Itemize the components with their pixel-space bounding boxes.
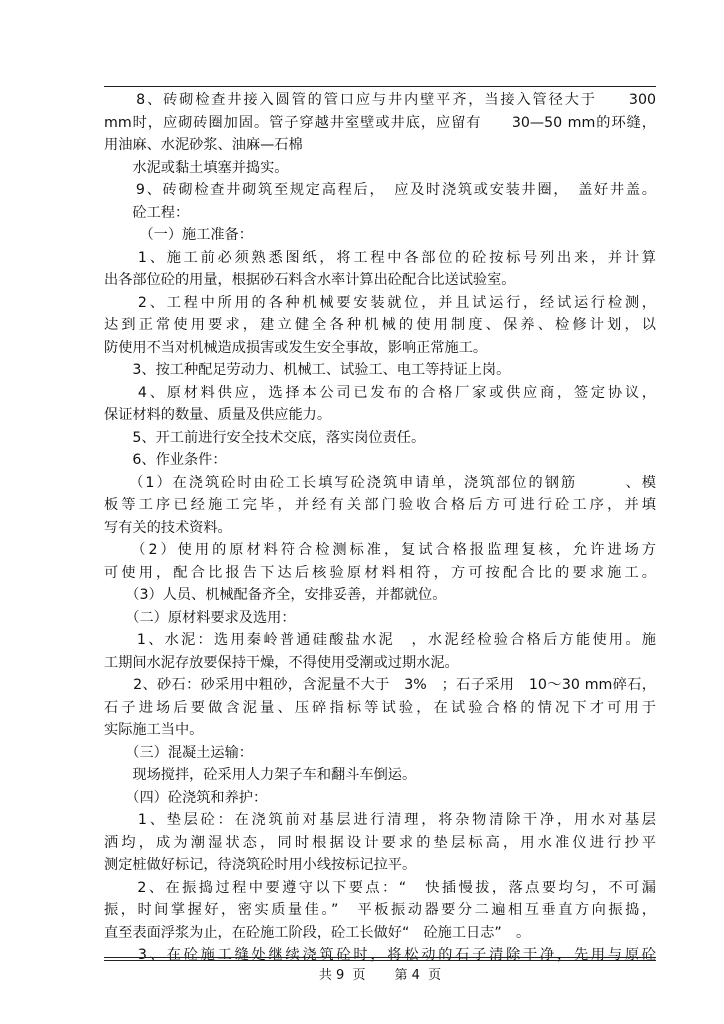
text-line: 9、砖砌检查井砌筑至规定高程后， 应及时浇筑或安装井圈， 盖好井盖。 <box>104 182 656 198</box>
text-line: （四）砼浇筑和养护： <box>104 789 268 806</box>
text-line: 现场搅拌，砼采用人力架子车和翻斗车倒运。 <box>104 767 417 783</box>
text-line: 3、按工种配足劳动力、机械工、试验工、电工等持证上岗。 <box>104 362 511 378</box>
text-line: 3、在砼施工缝处继续浇筑砼时，将松动的石子清除干净，先用与原砼 <box>104 947 656 963</box>
text-line: 可使用，配合比报告下达后核验原材料相符，方可按配合比的要求施工。 <box>104 564 656 581</box>
text-line: 水泥或黏土填塞并捣实。 <box>104 159 289 176</box>
text-line: （一）施工准备： <box>104 227 253 243</box>
footer-rule-secondary <box>104 960 656 961</box>
text-line: 达到正常使用要求，建立健全各种机械的使用制度、保养、检修计划，以 <box>104 317 656 333</box>
text-line: 6、作业条件： <box>104 452 227 468</box>
text-line: 2、工程中所用的各种机械要安装就位，并且试运行，经试运行检测， <box>104 294 656 311</box>
text-line: mm时，应砌砖圈加固。管子穿越井室壁或井底，应留有 30—50 mm的环缝， <box>104 114 656 131</box>
text-line: 洒均，成为潮湿状态，同时根据设计要求的垫层标高，用水准仪进行抄平 <box>104 834 656 851</box>
text-line: 2、在振捣过程中要遵守以下要点：“ 快插慢拔，落点要均匀，不可漏 <box>104 879 656 896</box>
text-line: 1、水泥：选用秦岭普通硅酸盐水泥 ，水泥经检验合格后方能使用。施 <box>104 632 656 648</box>
text-line: 振，时间掌握好，密实质量佳。” 平板振动器要分二遍相互垂直方向振捣， <box>104 902 656 918</box>
text-line: 用油麻、水泥砂浆、油麻—石棉 <box>104 137 303 153</box>
text-line: 1、垫层砼：在浇筑前对基层进行清理，将杂物清除干净，用水对基层 <box>104 812 656 828</box>
text-line: （1）在浇筑砼时由砼工长填写砼浇筑申请单，浇筑部位的钢筋 、模 <box>104 474 656 491</box>
text-line: （2）使用的原材料符合检测标准，复试合格报监理复核，允许进场方 <box>104 542 656 558</box>
text-line: 出各部位砼的用量，根据砂石料含水率计算出砼配合比送试验室。 <box>104 272 516 288</box>
text-line: 板等工序已经施工完毕，并经有关部门验收合格后方可进行砼工序，并填 <box>104 497 656 513</box>
page-footer: 共 9 页 第 4 页 <box>318 968 442 983</box>
text-line: （二）原材料要求及选用： <box>104 609 296 626</box>
text-line: 保证材料的数量、质量及供应能力。 <box>104 407 332 423</box>
text-line: 写有关的技术资料。 <box>104 519 232 536</box>
text-line: 4、原材料供应，选择本公司已发布的合格厂家或供应商，签定协议， <box>104 384 656 401</box>
text-line: 砼工程： <box>104 204 190 221</box>
text-line: 8、砖砌检查井接入圆管的管口应与井内壁平齐，当接入管径大于 300 <box>104 92 656 108</box>
text-line: 1、施工前必须熟悉图纸，将工程中各部位的砼按标号列出来，并计算 <box>104 249 656 266</box>
text-line: 5、开工前进行安全技术交底，落实岗位责任。 <box>104 429 426 446</box>
text-line: 石子进场后要做含泥量、压碎指标等试验，在试验合格的情况下才可用于 <box>104 699 656 716</box>
text-line: 工期间水泥存放要保持干燥，不得使用受潮或过期水泥。 <box>104 654 459 671</box>
text-line: 防使用不当对机械造成损害或发生安全事故，影响正常施工。 <box>104 339 488 356</box>
text-line: 2、砂石：砂采用中粗砂，含泥量不大于 3% ；石子采用 10～30 mm碎石， <box>104 677 656 693</box>
footer-rule <box>104 957 656 958</box>
text-line: 测定桩做好标记，待浇筑砼时用小线按标记拉平。 <box>104 857 417 873</box>
text-line: （三）混凝土运输： <box>104 744 253 761</box>
text-line: 实际施工当中。 <box>104 722 204 738</box>
text-line: （3）人员、机械配备齐全，安排妥善，并都就位。 <box>104 587 447 603</box>
text-line: 直至表面浮浆为止，在砼施工阶段，砼工长做好“ 砼施工日志” 。 <box>104 924 531 941</box>
